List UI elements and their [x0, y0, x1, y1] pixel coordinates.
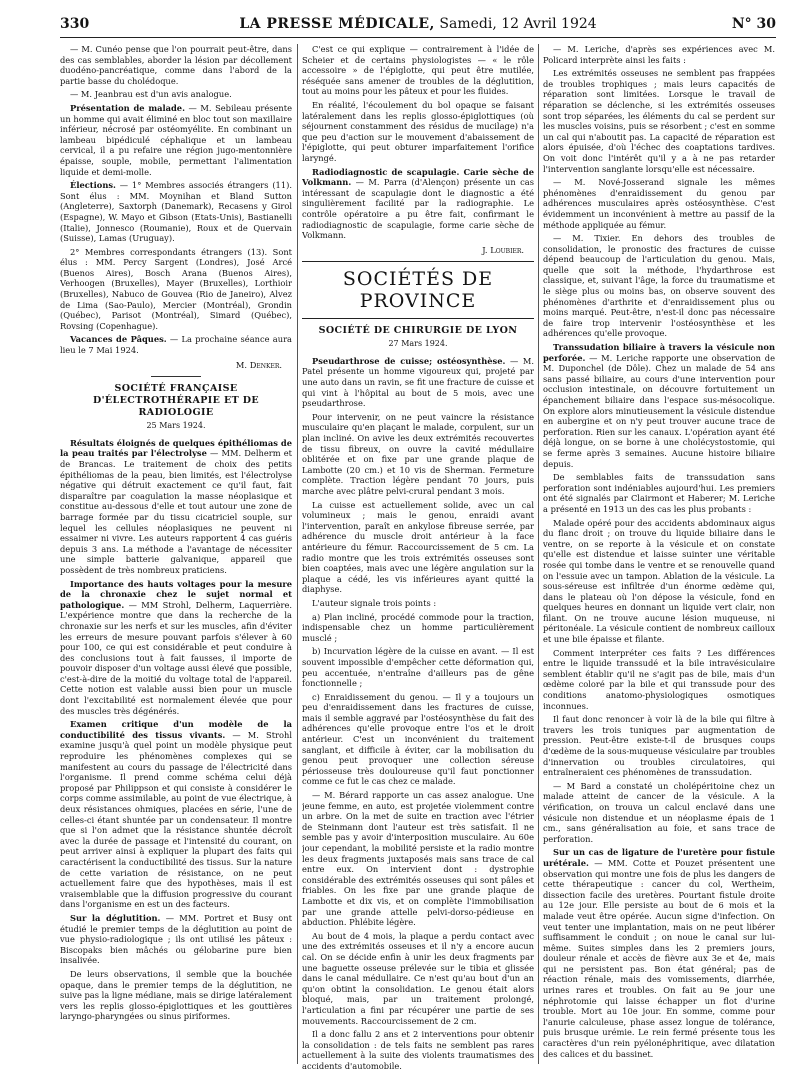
paragraph-text: — M. Leriche rapporte une observation de M. Duponchel (de Dôle). Chez un malade de 54 ans sans passé biliaire, au cours d'une intervention pour occlusion intestinale, on découvre fortuitement un épanchement biliaire dans l'espace sus-mésocolique. On explore alors minutieusement la vésicule distendue en aubergine et on n'y peut trouver aucune trace de perforation. Rien sur les canaux. L'opération ayant été déjà longue, on se borne à une cholécystostomie, qui se ferme après 3 semaines. Aucune histoire biliaire depuis.: [543, 352, 775, 469]
issue-number: N° 30: [731, 16, 776, 32]
paragraph: [302, 167, 534, 241]
paragraph: [543, 342, 775, 469]
page-header: [60, 16, 776, 38]
paragraph: b) Incurvation légère de la cuisse en avant. — Il est souvent impossible d'empêcher cette déformation qui, peu accentuée, n'entraîne d'ailleurs pas de gêne fonctionnelle ;: [302, 646, 534, 689]
paragraph: [60, 180, 292, 244]
paragraph: Au bout de 4 mois, la plaque a perdu contact avec une des extrémités osseuses et il n'y a encore aucun cal. On se décide enfin à unir les deux fragments par une baguette osseuse prélevée sur le tibia et glissée dans le canal médullaire. Ce n'est qu'au bout d'un an qu'on obtint la consolidation. Le genou était alors bloqué, mais, par un traitement prolongé, l'articulation a fini par récupérer une partie de ses mouvements. Raccourcissement de 2 cm.: [302, 930, 534, 1026]
paragraph: — M. Jeanbrau est d'un avis analogue.: [70, 89, 232, 100]
paragraph: [60, 719, 292, 910]
paragraph: Il faut donc renoncer à voir là de la bile qui filtre à travers les trois tuniques par augmentation de pression. Peut-être existe-t-il de brusques coups d'œdème de la sous-muqueuse vésiculaire par troubles d'innervation ou troubles circulatoires, qui entraîneraient ces phénomènes de transsudation.: [543, 714, 775, 778]
paragraph-text: — La prochaine séance aura lieu le 7 Mai 1924.: [60, 334, 292, 356]
session-date: 27 Mars 1924.: [388, 339, 448, 349]
column-divider: [297, 44, 298, 1064]
paragraph: 2° Membres correspondants étrangers (13). Sont élus : MM. Percy Sargent (Londres), José Arcé (Buenos Aires), Bosch Arana (Buenos Aires), Verhoogen (Bruxelles), Mayer (Bruxelles), Lorthioir (Bruxelles), Nabuco de Gouvea (Rio de Janeiro), Alvez de Lima (Sao-Paulo), Mercier (Montréal), Grondin (Québec), Parisot (Montréal), Simard (Québec), Rovsing (Copenhague).: [60, 246, 292, 331]
paragraph-title: Importance des hauts voltages pour la mesure de la chronaxie chez le sujet normal et pathologique.: [60, 578, 292, 610]
paragraph: Les extrémités osseuses ne semblent pas frappées de troubles trophiques ; mais leurs capacités de réparation sont limitées. Lorsque le travail de réparation se déclenche, si les extrémités osseuses sont trop séparées, les éléments du cal se perdent sur les muscles voisins, puis se résorbent ; c'est en somme un cal qui n'aboutit pas. La capacité de réparation est alors épuisée, d'où l'échec des coaptations tardives. On voit donc l'intérêt qu'il y a à ne pas retarder l'intervention sanglante lorsqu'elle est nécessaire.: [543, 68, 775, 174]
column-2: [302, 44, 534, 1074]
paragraph-text: — MM. Portret et Busy ont étudié le premier temps de la déglutition au point de vue physio-radiologique ; ils ont utilisé les pâteux : Biscopaks bien mâchés ou gélobarine pure bien insalivée.: [60, 912, 292, 966]
paragraph-title: Radiodiagnostic de scapulagie. Carie sèche de Volkmann.: [302, 166, 534, 188]
paragraph: [60, 913, 292, 966]
page-number: 330: [60, 16, 90, 32]
paragraph: [60, 334, 292, 355]
paragraph-title: Présentation de malade.: [70, 102, 185, 113]
paragraph: — M Bard a constaté un cholépéritoine chez un malade atteint de cancer de la vésicule. A la vérification, on trouva un calcul enclavé dans une vésicule non distendue et un néoplasme épais de 1 cm., sans généralisation au foie, et sans trace de perforation.: [543, 780, 775, 844]
paragraph: En réalité, l'écoulement du bol opaque se faisant latéralement dans les replis glosso-épiglottiques (où séjournent constamment des résidus de mucilage) n'a que peu d'action sur le mouvement d'abaissement de l'épiglotte, qui peut obturer imparfaitement l'orifice laryngé.: [302, 99, 534, 163]
paragraph-title: Élections.: [70, 180, 116, 191]
signature: M. Denker.: [235, 359, 282, 370]
paragraph-text: — MM. Delherm et de Brancas. Le traitement de choix des petits épithéliomas de la peau, bien limités, est l'électrolyse négative qui détruit exactement ce qu'il faut, fait disparaître par coagulation la masse néoplasique et constitue au-dessous d'elle et tout autour une zone de barrage formée par du tissu cicatriciel souple, sur lequel les cellules néoplasiques ne peuvent ni essaimer ni vivre. Les auteurs rapportent 4 cas guéris depuis 3 ans. La méthode a l'avantage de nécessiter une simple batterie galvanique, appareil que possèdent de très nombreux praticiens.: [60, 448, 292, 575]
paragraph-title: Examen critique d'un modèle de la conductibilité des tissus vivants.: [60, 719, 292, 740]
paragraph: [60, 579, 292, 717]
issue-date: Samedi, 12 Avril 1924: [439, 16, 597, 32]
column-3: [543, 44, 775, 1074]
paragraph-text: — M. Patel présente un homme vigoureux qui, projeté par une auto dans un ravin, se fit une fracture de cuisse et qui vint à l'hôpital au bout de 5 mois, avec une pseudarthrose.: [302, 355, 534, 409]
paragraph: La cuisse est actuellement solide, avec un cal volumineux ; mais le genou, enraidi avant l'intervention, paraît en ankylose fibreuse serrée, par adhérence du muscle droit antérieur à la face antérieure du fémur. Raccourcissement de 5 cm. La radio montre que les trois extrémités osseuses sont bien coaptées, mais avec une légère angulation sur la plaque a cédé, les vis inférieures ayant quitté la diaphyse.: [302, 499, 534, 595]
paragraph-title: Sur un cas de ligature de l'uretère pour fistule urétérale.: [543, 847, 775, 868]
paragraph-text: — M. Sebileau présente un homme qui avait éliminé en bloc tout son maxillaire inférieur, nécrosé par ostéomyélite. En combinant un lambeau bipédiculé céphalique et un lambeau cervical, il a pu refaire une région jugo-mentonnière épaisse, souple, mobile, permettant l'alimentation liquide et demi-molle.: [60, 102, 292, 177]
separator: [151, 376, 201, 377]
paragraph: — M. Nové-Josserand signale les mêmes phénomènes d'enraidissement du genou par adhérences musculaires après ostéosynthèse. C'est évidemment un inconvénient à mettre au passif de la méthode appliquée au fémur.: [543, 177, 775, 230]
paragraph-text: — MM. Cotte et Pouzet présentent une observation qui montre une fois de plus les dangers de cette thérapeutique : cancer du col, Wertheim, dissection facile des uretères. Pourtant fistule droite au 12e jour. Elle persiste au bout de 6 mois et la malade veut être opérée. Aucun signe d'infection. On veut tenter une implantation, mais on ne peut libérer suffisamment le conduit ; on noue le canal sur lui-même. Suites simples dans les 2 premiers jours, douleur rénale et accès de fièvre aux 3e et 4e, mais qui ne persistent pas. Bon état général; pas de réaction rénale, mais des vomissements, diarrhée, urines rares et troubles. On fait au 9e jour une néphrotomie qui laisse échapper un flot d'urine trouble. Mort au 10e jour. En somme, comme pour l'anurie calculeuse, phase assez longue de tolérance, puis brusque urémie. Le rein fermé présente tous les caractères d'un rein pyélonéphritique, avec dilatation des calices et du bassinet.: [543, 857, 775, 1059]
paragraph: Comment interpréter ces faits ? Les différences entre le liquide transsudé et la bile intravésiculaire semblent établir qu'il ne s'agit pas de bile, mais d'un œdème coloré par la bile et qui transsude pour des conditions anatomo-physiologiques osmotiques inconnues.: [543, 647, 775, 711]
column-1: [60, 44, 292, 1074]
paragraph-title: Transsudation biliaire à travers la vésicule non perforée.: [543, 342, 775, 363]
paragraph-text: — M. Parra (d'Alençon) présente un cas intéressant de scapulagie dont le diagnostic a été singulièrement facilité par la radiographie. Le contrôle opératoire a pu être fait, confirmant le radiodiagnostic de scapulagie, forme carie sèche de Volkmann.: [302, 177, 534, 241]
paragraph-title: Pseudarthrose de cuisse; ostéosynthèse.: [312, 355, 506, 366]
paragraph: L'auteur signale trois points :: [312, 597, 437, 608]
signature: J. Loubier.: [482, 244, 524, 255]
paragraph-text: — 1° Membres associés étrangers (11). Sont élus : MM. Moynihan et Bland Sutton (Angleterre), Saxtorph (Danemark), Recasens y Girol (Espagne), W. Mayo et Gibson (Etats-Unis), Bastianelli (Italie), Jonnesco (Roumanie), Roux et de Quervain (Suisse), Lamas (Uruguay).: [60, 180, 292, 244]
paragraph: c) Enraidissement du genou. — Il y a toujours un peu d'enraidissement dans les fractures de cuisse, mais il semble aggravé par l'ostéosynthèse du fait des adhérences qu'elle provoque entre l'os et le droit antérieur. C'est un inconvénient du traitement sanglant, et difficile à éviter, car la mobilisation du genou peut provoquer une collection séreuse périosseuse très douloureuse qu'il faut ponctionner comme ce fut le cas chez ce malade.: [302, 691, 534, 787]
paragraph: C'est ce qui explique — contrairement à l'idée de Scheier et de certains physiologistes — « le rôle accessoire » de l'épiglotte, qui peut être mutilée, réséquée sans amener de troubles de la déglutition, tout au moins pour les pâteux et pour les fluides.: [302, 44, 534, 97]
paragraph: Malade opéré pour des accidents abdominaux aigus du flanc droit ; on trouve du liquide biliaire dans le ventre, on se reporte à la vésicule et on constate qu'elle est distendue et laisse suinter une véritable rosée qui tombe dans le ventre et se renouvelle quand on l'essuie avec un tampon. Ablation de la vésicule. La sous-séreuse est infiltrée d'un énorme œdème qui, dans le plateau où l'on dépose la vésicule, fond en quelques heures en donnant un liquide vert clair, non filant. On ne trouve aucune lésion muqueuse, ni péritonéale. La vésicule contient de nombreux cailloux et une bile épaisse et filante.: [543, 517, 775, 645]
paragraph-title: Résultats éloignés de quelques épithéliomas de la peau traités par l'électrolyse: [60, 437, 292, 459]
paragraph: a) Plan incliné, procédé commode pour la traction, indispensable chez un homme particulièrement musclé ;: [302, 611, 534, 643]
paragraph: [543, 847, 775, 1059]
paragraph: Il a donc fallu 2 ans et 2 interventions pour obtenir la consolidation : de tels faits ne semblent pas rares actuellement à la suite des violents traumatismes des accidents d'automobile.: [302, 1029, 534, 1071]
paragraph: [302, 356, 534, 409]
journal-title: LA PRESSE MÉDICALE,: [239, 16, 435, 32]
paragraph-text: — M. Strohl examine jusqu'à quel point un modèle physique peut reproduire les phénomènes complexes qui se manifestent au cours du passage de l'électricité dans l'organisme. Il prend comme schéma celui déjà proposé par Philippson et qui consiste à considérer le corps comme assimilable, au point de vue électrique, à deux résistances ohmiques, placées en série, l'une de celles-ci étant shuntée par un condensateur. Il montre que si l'on admet que la résistance shuntée décroît avec la durée de passage et l'intensité du courant, on peut arriver ainsi à expliquer la plupart des faits qui caractérisent la conductibilité des tissus. Sur la nature de cette variation de résistance, on ne peut actuellement faire que des hypothèses, mais il est vraisemblable que la diffusion progressive du courant dans l'organisme en est un des facteurs.: [60, 729, 292, 910]
paragraph: De leurs observations, il semble que la bouchée opaque, dans le premier temps de la déglutition, ne suive pas la ligne médiane, mais se dirige latéralement vers les replis glosso-épiglottiques et les gouttières laryngo-pharyngées ou sinus piriformes.: [60, 968, 292, 1022]
header-rule: [60, 37, 776, 38]
paragraph: De semblables faits de transsudation sans perforation sont indéniables aujourd'hui. Les premiers ont été signalés par Clairmont et Haberer; M. Leriche a présenté en 1913 un des cas les plus probants :: [543, 472, 775, 514]
paragraph-text: — MM Strohl, Delherm, Laquerrière. L'expérience montre que dans la recherche de la chronaxie sur les nerfs et sur les muscles, afin d'éviter les erreurs de mesure pouvant parfois s'élever à 60 pour 100, ce qui est considérable et peut conduire à des conclusions tout à fait fausses, il importe de pouvoir disposer d'un voltage aussi élevé que possible, c'est-à-dire de la moitié du voltage total de l'appareil. Cette notion est valable aussi bien pour un muscle dont l'excitabilité est normalement élevée que pour des muscles très dégénérés.: [60, 599, 292, 716]
paragraph: [60, 103, 292, 177]
column-divider: [538, 44, 539, 1064]
masthead: [60, 16, 776, 32]
paragraph-title: Sur la déglutition.: [70, 912, 161, 923]
paragraph: [60, 438, 292, 576]
paragraph-title: Vacances de Pâques.: [70, 334, 167, 345]
paragraph: Pour intervenir, on ne peut vaincre la résistance musculaire qu'en plaçant le malade, corpulent, sur un plan incliné. On avive les deux extrémités recouvertes de tissu fibreux, on ouvre la cavité médullaire oblitérée et on fixe par une grande plaque de Lambotte (20 cm.) et 10 vis de Sherman. Fermeture complète. Traction légère pendant 70 jours, puis marche avec plâtre pelvi-crural pendant 3 mois.: [302, 411, 534, 496]
paragraph: — M. Tixier. En dehors des troubles de consolidation, le pronostic des fractures de cuisse dépend beaucoup de l'articulation du genou. Mais, quelle que soit la méthode, l'hydarthrose est classique, et, suivant l'âge, la force du traumatisme et le siège plus ou moins bas, on observe souvent des phénomènes d'arthrite et d'enraidissement plus ou moins marqué. Peut-être, n'est-il donc pas nécessaire de faire trop intervenir l'ostéosynthèse et les adhérences qu'elle provoque.: [543, 233, 775, 339]
paragraph: — M. Cunéo pense que l'on pourrait peut-être, dans des cas semblables, aborder la lésion par décollement duodéno-pancréatique, comme dans l'abord de la partie basse du cholédoque.: [60, 44, 292, 86]
session-date: 25 Mars 1924.: [146, 421, 206, 431]
section-banner: SOCIÉTÉS DE PROVINCE: [302, 261, 534, 319]
section-heading: SOCIÉTÉ DE CHIRURGIE DE LYON: [318, 325, 518, 337]
paragraph: — M. Bérard rapporte un cas assez analogue. Une jeune femme, en auto, est projetée violemment contre un arbre. On la met de suite en traction avec l'étrier de Steinmann dont l'auteur est très satisfait. Il ne semble pas y avoir d'interposition musculaire. Au 60e jour cependant, la mobilité persiste et la radio montre les deux fragments juxtaposés mais sans trace de cal entre eux. On intervient dont : dystrophie considérable des extrémités osseuses qui sont pâles et friables. On les fixe par une grande plaque de Lambotte et dix vis, et on complète l'immobilisation par une grande attelle pelvi-dorso-pédieuse en abduction. Phlébite légère.: [302, 790, 534, 928]
paragraph: — M. Leriche, d'après ses expériences avec M. Policard interprète ainsi les faits :: [543, 44, 775, 65]
section-heading: SOCIÉTÉ FRANÇAISE D'ÉLECTROTHÉRAPIE ET DE RADIOLOGIE: [92, 383, 260, 419]
